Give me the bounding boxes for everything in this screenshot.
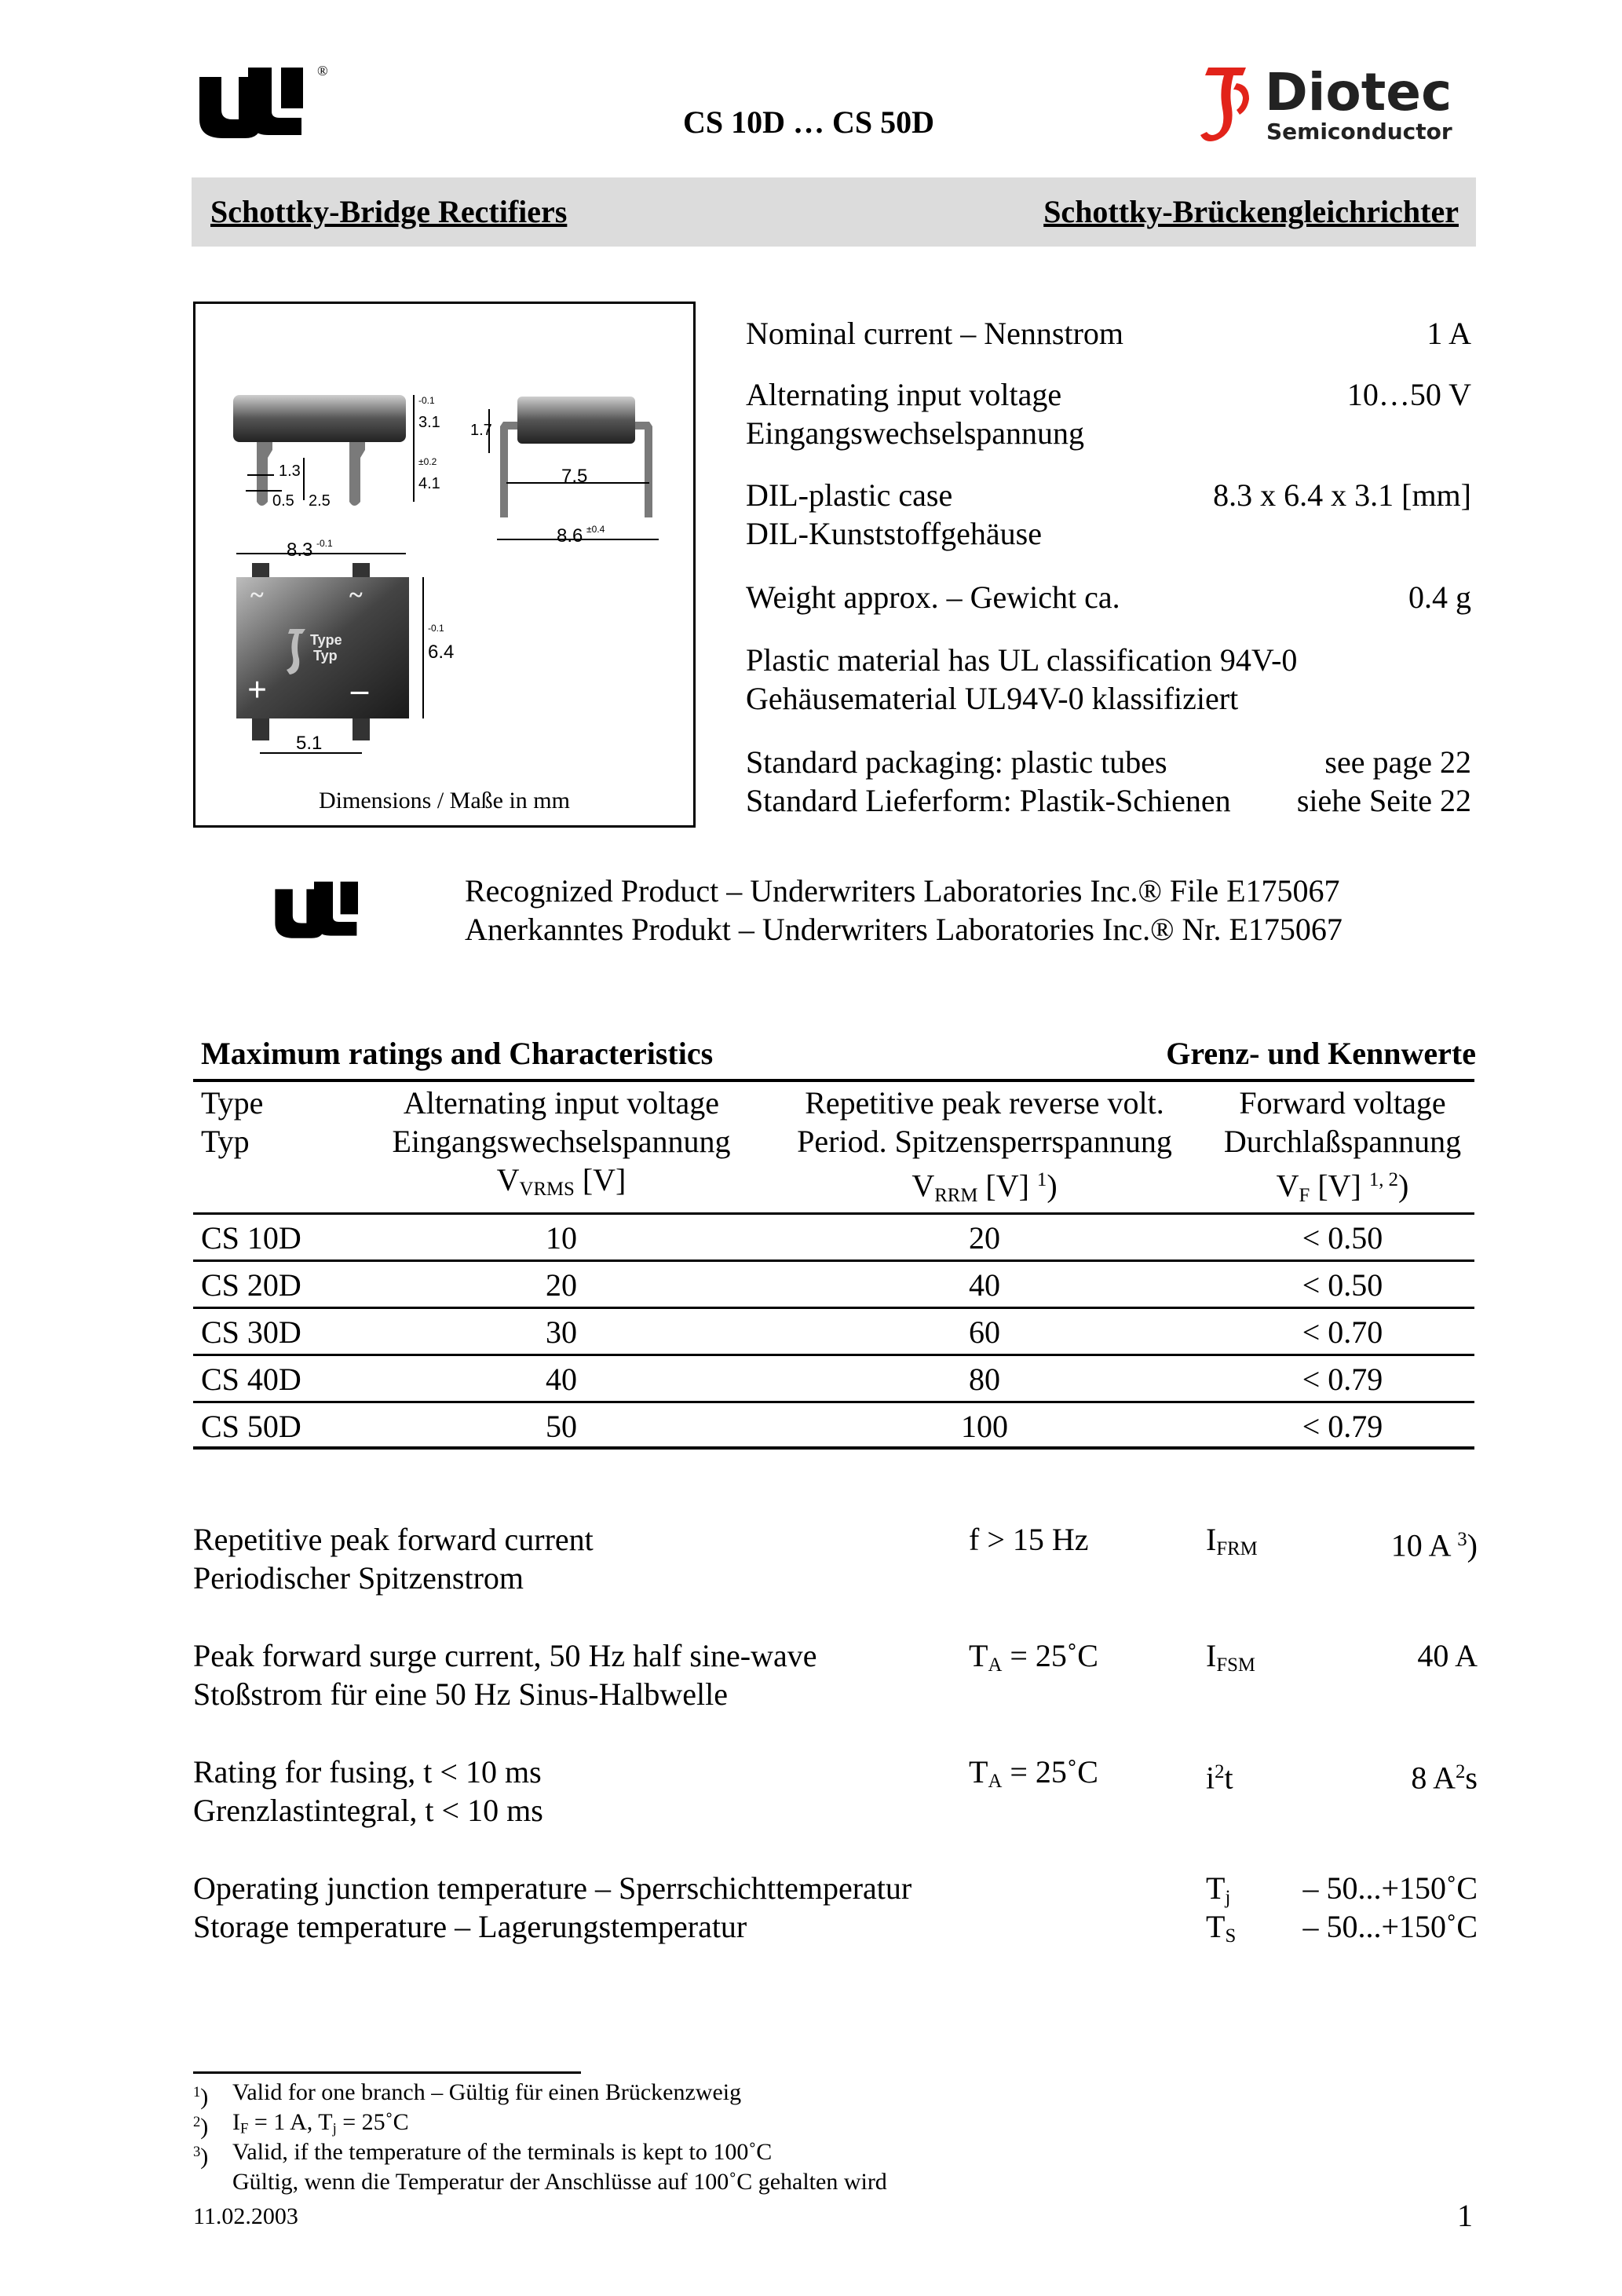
dim-5-tol: ±0.2 (418, 456, 437, 467)
footnote-1: $^1$) Valid for one branch – Gültig für einen Brückenzweig (193, 2079, 742, 2111)
col-type-de: Typ (201, 1124, 250, 1159)
sym: I (1206, 1638, 1217, 1673)
sym-sub: FRM (1216, 1538, 1258, 1560)
sym: I (1206, 1522, 1217, 1557)
col-vrrm-de: Period. Spitzensperrspannung (797, 1124, 1172, 1159)
cell-vrrm: 40 (969, 1267, 1000, 1303)
diotec-logo-icon (1197, 61, 1260, 148)
footnote-num: 3 (193, 2144, 201, 2160)
dim-8-tol: ±0.4 (586, 524, 605, 535)
cell-vrrm: 20 (969, 1220, 1000, 1256)
sym-sub: F (1299, 1184, 1310, 1206)
spec-value: 10…50 V (1346, 377, 1471, 412)
sym: T (1206, 1870, 1226, 1906)
table-row (193, 1215, 1474, 1260)
table-bottom-rule (193, 1446, 1474, 1450)
footnote-text: Valid, if the temperature of the terminals is kept to 100˚C (232, 2139, 773, 2165)
sym: V (1276, 1168, 1299, 1204)
table-row (193, 1309, 1474, 1355)
cell-vf: < 0.70 (1302, 1314, 1383, 1350)
footnote-2: $^2$) $I_F = 1$ A, $T_j$ = 25˚C (193, 2108, 208, 2142)
cell-type: CS 40D (201, 1362, 301, 1397)
spec-weight (746, 578, 1476, 616)
value: 8 A (1411, 1760, 1456, 1796)
sym-sub: S (1225, 1925, 1237, 1947)
param-value: – 50...+150˚C (1302, 1870, 1478, 1906)
dimension-drawing (193, 302, 696, 828)
col-vrrm-sym: $V_{RRM}$ [V] $^1$) (911, 1168, 1058, 1206)
sym-sub: A (988, 1771, 1003, 1793)
value: 10 A (1390, 1527, 1458, 1563)
dim-6: 1.7 (470, 422, 492, 439)
spec-label: Standard packaging: plastic tubes (746, 744, 1167, 780)
value-sup: 2 (1456, 1761, 1466, 1782)
footnote-num: 2 (193, 2114, 201, 2130)
footnote-text: Valid for one branch – Gültig für einen Brückenzweig (232, 2079, 742, 2105)
cell-vrms: 40 (546, 1362, 577, 1397)
band-title-en: Schottky-Bridge Rectifiers (210, 194, 568, 229)
param-label: Operating junction temperature – Sperrschichttemperatur (193, 1870, 912, 1906)
sym-sub: j (332, 2120, 337, 2137)
sym-sub: A (988, 1654, 1003, 1676)
dim-3: 2.5 (309, 492, 331, 510)
col-type (201, 1084, 263, 1161)
footnote-num: 1 (193, 2084, 201, 2100)
value-rest: s (1465, 1760, 1478, 1796)
table-row (193, 1262, 1474, 1307)
param-label-de: Stoßstrom für eine 50 Hz Sinus-Halbwelle (193, 1676, 728, 1712)
text: = 1 A, T (254, 2109, 333, 2135)
dim-5: 4.1 (418, 475, 440, 492)
pkg-ac2: ~ (349, 580, 363, 609)
table-row (193, 1403, 1474, 1449)
spec-ul-class (746, 641, 1476, 718)
cell-type: CS 30D (201, 1314, 301, 1350)
pkg-minus: – (351, 671, 368, 709)
ul-logo-header (193, 63, 327, 141)
ratings-title: Maximum ratings and Characteristics (201, 1036, 714, 1071)
param-value (1411, 1753, 1478, 1797)
spec-value: see page 22 (1324, 744, 1471, 780)
footnote-ref: 3 (1457, 1529, 1467, 1550)
tail: = 25˚C (336, 2109, 409, 2135)
param-ifsm (193, 1636, 1478, 1715)
dim-10-tol: -0.1 (428, 623, 444, 634)
param-symbol (1206, 1520, 1258, 1568)
spec-label-de: DIL-Kunststoffgehäuse (746, 516, 1042, 551)
cell-type: CS 50D (201, 1409, 301, 1444)
spec-label-de: Gehäusematerial UL94V-0 klassifiziert (746, 681, 1239, 716)
registered-mark: ® (317, 63, 328, 79)
param-condition: f > 15 Hz (969, 1522, 1089, 1557)
sym-sub: j (1225, 1887, 1231, 1909)
brand-sub: Semiconductor (1266, 119, 1452, 144)
param-label: Storage temperature – Lagerungstemperatur (193, 1909, 747, 1944)
col-vf-sym: $V_F$ [V] $^{1, 2}$) (1276, 1168, 1409, 1206)
sym-sub: VRMS (519, 1179, 575, 1201)
dim-9-tol: -0.1 (316, 538, 333, 549)
ul-logo-small (269, 878, 378, 941)
spec-label-de: Standard Lieferform: Plastik-Schienen (746, 783, 1231, 818)
param-label: Rating for fusing, t < 10 ms (193, 1754, 542, 1790)
cond-rest: = 25˚C (1002, 1754, 1098, 1790)
spec-value-de: siehe Seite 22 (1296, 783, 1471, 818)
cell-vrms: 30 (546, 1314, 577, 1350)
dim-2: 0.5 (272, 492, 294, 510)
unit: [V] (574, 1162, 627, 1197)
spec-value: 8.3 x 6.4 x 3.1 [mm] (1213, 477, 1471, 513)
footnote-text-de: Gültig, wenn die Temperatur der Anschlüsse auf 100˚C gehalten wird (232, 2169, 887, 2195)
col-vrrm (773, 1084, 1196, 1215)
param-label-de: Grenzlastintegral, t < 10 ms (193, 1793, 543, 1828)
dim-10: 6.4 (428, 642, 455, 663)
sym-sub: FSM (1216, 1654, 1255, 1676)
spec-nominal-current (746, 314, 1476, 353)
cell-vrms: 50 (546, 1409, 577, 1444)
dim-11: 5.1 (296, 733, 323, 754)
ul-mark-icon (269, 878, 378, 941)
footnote-3: $^3$) Valid, if the temperature of the terminals is kept to 100˚C Gültig, wenn die Temperatur der Anschlüsse auf 100˚C gehalten wird (193, 2137, 208, 2172)
page-title: CS 10D … CS 50D (682, 104, 935, 140)
col-vf-en: Forward voltage (1239, 1085, 1446, 1121)
ul-mark-icon (193, 63, 327, 141)
ratings-title-de: Grenz- und Kennwerte (1166, 1036, 1476, 1071)
param-label: Repetitive peak forward current (193, 1522, 594, 1557)
cell-vrrm: 100 (961, 1409, 1008, 1444)
footer-date: 11.02.2003 (193, 2203, 298, 2229)
col-vrrm-en: Repetitive peak reverse volt. (805, 1085, 1164, 1121)
unit: [V] (1310, 1168, 1369, 1204)
spec-input-voltage (746, 375, 1476, 452)
sym: V (911, 1168, 935, 1204)
spec-case (746, 476, 1476, 553)
sym: i (1206, 1760, 1215, 1796)
cell-type: CS 10D (201, 1220, 301, 1256)
col-vrms (369, 1084, 754, 1208)
package-drawing-icon (195, 304, 693, 775)
dim-1: 1.3 (279, 462, 301, 480)
pkg-label-type: Type (310, 632, 342, 648)
table-top-rule (193, 1079, 1474, 1082)
col-vrms-en: Alternating input voltage (403, 1085, 720, 1121)
dim-9: 8.3 (287, 539, 313, 561)
sym-sup: 2 (1215, 1761, 1225, 1782)
col-vrms-sym (369, 1161, 754, 1208)
col-vf-de: Durchlaßspannung (1223, 1124, 1462, 1159)
drawing-caption: Dimensions / Maße in mm (319, 788, 570, 813)
param-symbol (1206, 1636, 1255, 1684)
sym: V (496, 1162, 520, 1197)
spec-label: Weight approx. – Gewicht ca. (746, 579, 1120, 615)
cell-vrms: 20 (546, 1267, 577, 1303)
spec-label: Nominal current – Nennstrom (746, 316, 1123, 351)
param-value: 40 A (1417, 1638, 1478, 1673)
sym-sub: F (240, 2120, 249, 2137)
dim-7: 7.5 (561, 466, 588, 487)
param-condition (969, 1753, 1098, 1801)
cell-vrrm: 60 (969, 1314, 1000, 1350)
dim-8: 8.6 (557, 525, 583, 547)
cell-vrrm: 80 (969, 1362, 1000, 1397)
spec-label: Plastic material has UL classification 94V-0 (746, 642, 1298, 678)
diotec-logo (1197, 61, 1480, 148)
spec-value: 1 A (1427, 316, 1471, 351)
sym-rest: t (1224, 1760, 1233, 1796)
brand-name: Diotec (1265, 62, 1452, 122)
spec-label-de: Eingangswechselspannung (746, 415, 1085, 451)
table-row (193, 1356, 1474, 1402)
param-i2t (193, 1753, 1478, 1831)
col-type-en: Type (201, 1085, 264, 1121)
pkg-plus: + (247, 671, 268, 709)
sym: T (969, 1638, 988, 1673)
param-value: – 50...+150˚C (1302, 1909, 1478, 1944)
dim-4-tol: -0.1 (418, 395, 435, 406)
pkg-label-typ: Typ (313, 648, 338, 664)
sym-sub: RRM (934, 1184, 978, 1206)
ul-line-en: Recognized Product – Underwriters Laboratories Inc.® File E175067 (465, 873, 1340, 909)
sym: T (1206, 1909, 1226, 1944)
unit: [V] (977, 1168, 1037, 1204)
spec-value: 0.4 g (1408, 579, 1471, 615)
sym: T (969, 1754, 988, 1790)
cond-rest: = 25˚C (1002, 1638, 1098, 1673)
param-condition (969, 1636, 1098, 1684)
footnote-rule (193, 2071, 581, 2074)
cell-vf: < 0.79 (1302, 1409, 1383, 1444)
param-value: 10 A $^3$) (1390, 1527, 1478, 1563)
cell-type: CS 20D (201, 1267, 301, 1303)
param-ts (193, 1907, 1478, 1947)
param-symbol (1206, 1753, 1233, 1797)
footnote-ref: 1, 2 (1368, 1169, 1399, 1190)
spec-label: Alternating input voltage (746, 377, 1062, 412)
ul-recognized (465, 872, 1478, 949)
param-ifrm (193, 1520, 1478, 1599)
footnote-ref: 1 (1036, 1169, 1047, 1190)
pkg-ac1: ~ (250, 580, 264, 609)
spec-packaging (746, 743, 1476, 820)
cell-vrms: 10 (546, 1220, 577, 1256)
dim-4: 3.1 (418, 414, 440, 431)
title-band (192, 177, 1476, 247)
param-label-de: Periodischer Spitzenstrom (193, 1560, 524, 1596)
sym: I (232, 2109, 240, 2135)
param-tj (193, 1869, 1478, 1908)
cell-vf: < 0.50 (1302, 1267, 1383, 1303)
spec-label: DIL-plastic case (746, 477, 953, 513)
col-vf (1209, 1084, 1476, 1215)
cell-vf: < 0.79 (1302, 1362, 1383, 1397)
param-label: Peak forward surge current, 50 Hz half sine-wave (193, 1638, 817, 1673)
cell-vf: < 0.50 (1302, 1220, 1383, 1256)
ul-line-de: Anerkanntes Produkt – Underwriters Laboratories Inc.® Nr. E175067 (465, 912, 1343, 947)
col-vrms-de: Eingangswechselspannung (392, 1124, 731, 1159)
page-number: 1 (1457, 2198, 1473, 2233)
band-title-de: Schottky-Brückengleichrichter (1043, 194, 1459, 229)
param-symbol (1206, 1907, 1236, 1955)
